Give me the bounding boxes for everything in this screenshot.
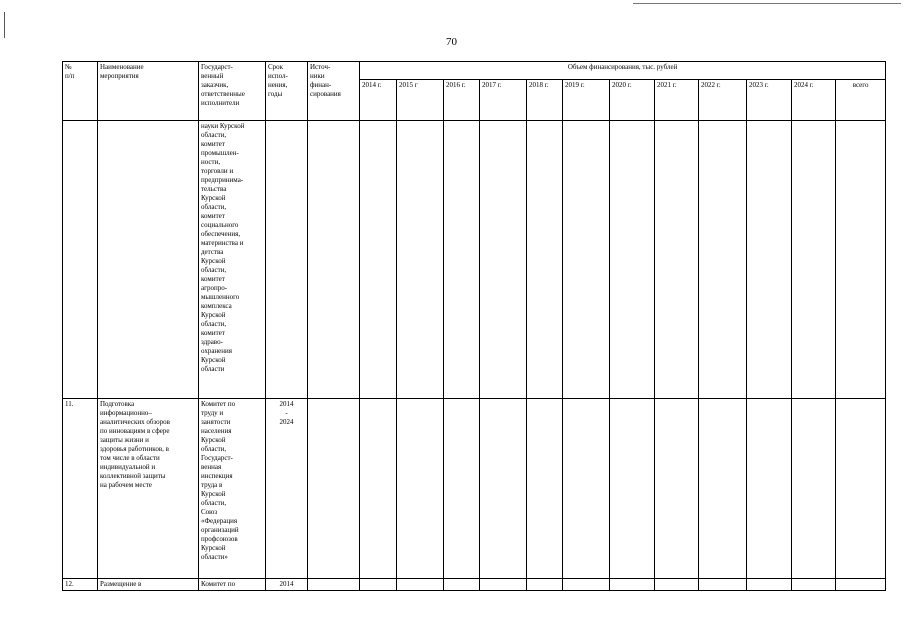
header-row-1 xyxy=(63,62,886,80)
cell-year-value xyxy=(610,399,655,579)
cell-year-value xyxy=(480,579,527,591)
header-year: 2014 г. xyxy=(360,80,397,121)
cell-year-value xyxy=(397,121,444,399)
cell-year-value xyxy=(563,579,610,591)
header-year: 2018 г. xyxy=(527,80,563,121)
header-customer: Государст- венный заказчик, ответственные исполнители xyxy=(199,62,266,121)
cell-year-value xyxy=(655,121,699,399)
cell-year-value xyxy=(360,121,397,399)
cell-year-value xyxy=(397,579,444,591)
cell-name: Размещение в xyxy=(98,579,199,591)
cell-year-value xyxy=(480,121,527,399)
header-year: 2017 г. xyxy=(480,80,527,121)
header-name: Наименование мероприятия xyxy=(98,62,199,121)
cell-year-value xyxy=(747,121,792,399)
cell-source xyxy=(308,399,360,579)
header-year: 2021 г. xyxy=(655,80,699,121)
cell-year-value xyxy=(527,579,563,591)
header-total: всего xyxy=(836,80,886,121)
cell-customer: науки Курской области, комитет промышлен- ности, торговли и предпринима- тельства Курской области, комитет социального обеспечения, материнства и детства Курской области, комитет агропро- мышленного комплекса Курской области, комитет здраво- охранения Курской области xyxy=(199,121,266,399)
cell-year-value xyxy=(397,399,444,579)
cell-year-value xyxy=(747,399,792,579)
header-year: 2016 г. xyxy=(444,80,480,121)
page-number: 70 xyxy=(446,36,457,48)
header-term: Срок испол- нения, годы xyxy=(266,62,308,121)
header-funding-group: Объем финансирования, тыс. рублей xyxy=(360,62,886,80)
header-num: № п/п xyxy=(63,62,98,121)
cell-total-value xyxy=(836,121,886,399)
table-row xyxy=(63,399,886,579)
cell-total-value xyxy=(836,399,886,579)
cell-year-value xyxy=(360,399,397,579)
cell-num xyxy=(63,121,98,399)
cell-year-value xyxy=(563,399,610,579)
cell-year-value xyxy=(655,579,699,591)
header-year: 2022 г. xyxy=(699,80,747,121)
cell-term: 2014 xyxy=(266,579,308,591)
header-year: 2015 г xyxy=(397,80,444,121)
table-row xyxy=(63,121,886,399)
cell-year-value xyxy=(480,399,527,579)
cell-year-value xyxy=(444,579,480,591)
header-source: Источ- ники финан- сирования xyxy=(308,62,360,121)
cell-source xyxy=(308,579,360,591)
cell-year-value xyxy=(444,399,480,579)
cell-year-value xyxy=(610,579,655,591)
cell-name: Подготовка информационно– аналитических обзоров по инновациям в сфере защиты жизни и здоровья работников, в том числе в области индивидуальной и коллективной защиты на рабочем месте xyxy=(98,399,199,579)
cell-year-value xyxy=(747,579,792,591)
table-row xyxy=(63,579,886,591)
cell-customer: Комитет по труду и занятости населения Курской области, Государст- венная инспекция труда в Курской области, Союз «Федерация организаций профсоюзов Курской области» xyxy=(199,399,266,579)
cell-customer: Комитет по xyxy=(199,579,266,591)
header-year: 2024 г. xyxy=(792,80,836,121)
cell-year-value xyxy=(699,399,747,579)
funding-table xyxy=(62,61,886,591)
cell-year-value xyxy=(563,121,610,399)
cell-source xyxy=(308,121,360,399)
top-rule-line xyxy=(633,3,901,4)
cell-num: 12. xyxy=(63,579,98,591)
header-year: 2020 г. xyxy=(610,80,655,121)
cell-total-value xyxy=(836,579,886,591)
cell-num: 11. xyxy=(63,399,98,579)
cell-year-value xyxy=(527,399,563,579)
cell-year-value xyxy=(699,579,747,591)
cell-year-value xyxy=(360,579,397,591)
cell-year-value xyxy=(527,121,563,399)
cell-year-value xyxy=(792,121,836,399)
header-year: 2023 г. xyxy=(747,80,792,121)
cell-year-value xyxy=(610,121,655,399)
cell-term xyxy=(266,121,308,399)
cell-term: 2014 - 2024 xyxy=(266,399,308,579)
cell-year-value xyxy=(792,399,836,579)
cell-year-value xyxy=(699,121,747,399)
cell-year-value xyxy=(444,121,480,399)
cell-year-value xyxy=(655,399,699,579)
header-year: 2019 г. xyxy=(563,80,610,121)
cell-name xyxy=(98,121,199,399)
left-margin-mark xyxy=(4,12,5,38)
cell-year-value xyxy=(792,579,836,591)
